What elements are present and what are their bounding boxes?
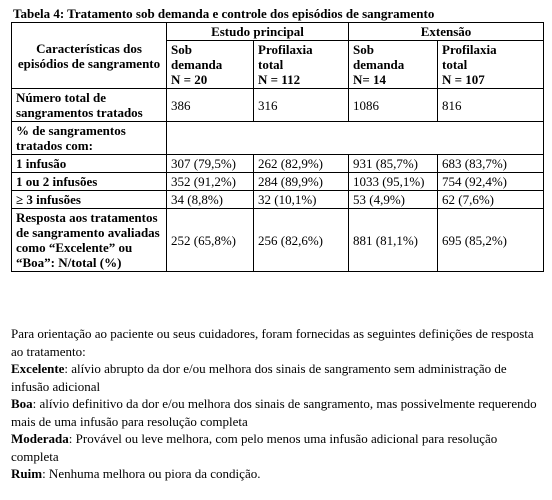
table-cell: 695 (85,2%)	[438, 209, 544, 272]
table-row-percent-header	[12, 122, 544, 155]
response-definitions	[11, 325, 543, 483]
row-label-total: Número total de sangramentos tratados	[12, 89, 167, 122]
table-cell: 32 (10,1%)	[254, 191, 349, 209]
table-cell-empty	[167, 122, 544, 155]
table-cell: 256 (82,6%)	[254, 209, 349, 272]
row-label-response: Resposta aos tratamentos de sangramento avaliadas como “Excelente” ou “Boa”: N/total (%)	[12, 209, 167, 272]
table-cell: 252 (65,8%)	[167, 209, 254, 272]
table-cell: 34 (8,8%)	[167, 191, 254, 209]
definition-moderada: Moderada: Provável ou leve melhora, com pelo menos uma infusão adicional para resolução completa	[11, 431, 498, 464]
row-label-1-infusion: 1 infusão	[12, 155, 167, 173]
table-cell: 352 (91,2%)	[167, 173, 254, 191]
term-excelente: Excelente	[11, 361, 65, 376]
table-cell: 1086	[349, 89, 438, 122]
table-header-row-1	[12, 23, 544, 41]
table-cell: 683 (83,7%)	[438, 155, 544, 173]
table-cell: 931 (85,7%)	[349, 155, 438, 173]
table-cell: 53 (4,9%)	[349, 191, 438, 209]
definition-boa: Boa: alívio definitivo da dor e/ou melhora dos sinais de sangramento, mas possivelmente requerendo mais de uma infusão para resolução completa	[11, 396, 537, 429]
table-row-response	[12, 209, 544, 272]
header-col-main-prophylaxis: Profilaxia total N = 112	[254, 41, 349, 89]
table-row-1-infusion	[12, 155, 544, 173]
term-boa: Boa	[11, 396, 33, 411]
header-characteristics: Características dos episódios de sangramento	[12, 23, 167, 89]
header-col-ext-on-demand: Sob demanda N= 14	[349, 41, 438, 89]
table-row-3-plus-infusions	[12, 191, 544, 209]
table-cell: 1033 (95,1%)	[349, 173, 438, 191]
bleeding-episodes-table	[11, 22, 544, 272]
table-cell: 284 (89,9%)	[254, 173, 349, 191]
row-label-3-plus-infusions: ≥ 3 infusões	[12, 191, 167, 209]
table-cell: 262 (82,9%)	[254, 155, 349, 173]
header-col-ext-prophylaxis: Profilaxia total N = 107	[438, 41, 544, 89]
definition-excelente: Excelente: alívio abrupto da dor e/ou melhora dos sinais de sangramento sem administração de infusão adicional	[11, 361, 507, 394]
table-cell: 386	[167, 89, 254, 122]
term-moderada: Moderada	[11, 431, 69, 446]
header-col-main-on-demand: Sob demanda N = 20	[167, 41, 254, 89]
table-row-1-or-2-infusions	[12, 173, 544, 191]
table-cell: 307 (79,5%)	[167, 155, 254, 173]
table-cell: 62 (7,6%)	[438, 191, 544, 209]
header-main-study: Estudo principal	[167, 23, 349, 41]
row-label-1-or-2-infusions: 1 ou 2 infusões	[12, 173, 167, 191]
table-cell: 754 (92,4%)	[438, 173, 544, 191]
table-row-total	[12, 89, 544, 122]
definitions-intro: Para orientação ao paciente ou seus cuidadores, foram fornecidas as seguintes definições de resposta ao tratamento:	[11, 326, 534, 359]
document	[11, 6, 543, 272]
table-caption: Tabela 4: Tratamento sob demanda e controle dos episódios de sangramento	[13, 6, 435, 21]
header-extension: Extensão	[349, 23, 544, 41]
table-cell: 881 (81,1%)	[349, 209, 438, 272]
term-ruim: Ruim	[11, 466, 43, 481]
table-cell: 816	[438, 89, 544, 122]
row-label-percent: % de sangramentos tratados com:	[12, 122, 167, 155]
definition-ruim: Ruim: Nenhuma melhora ou piora da condição.	[11, 466, 261, 481]
table-cell: 316	[254, 89, 349, 122]
